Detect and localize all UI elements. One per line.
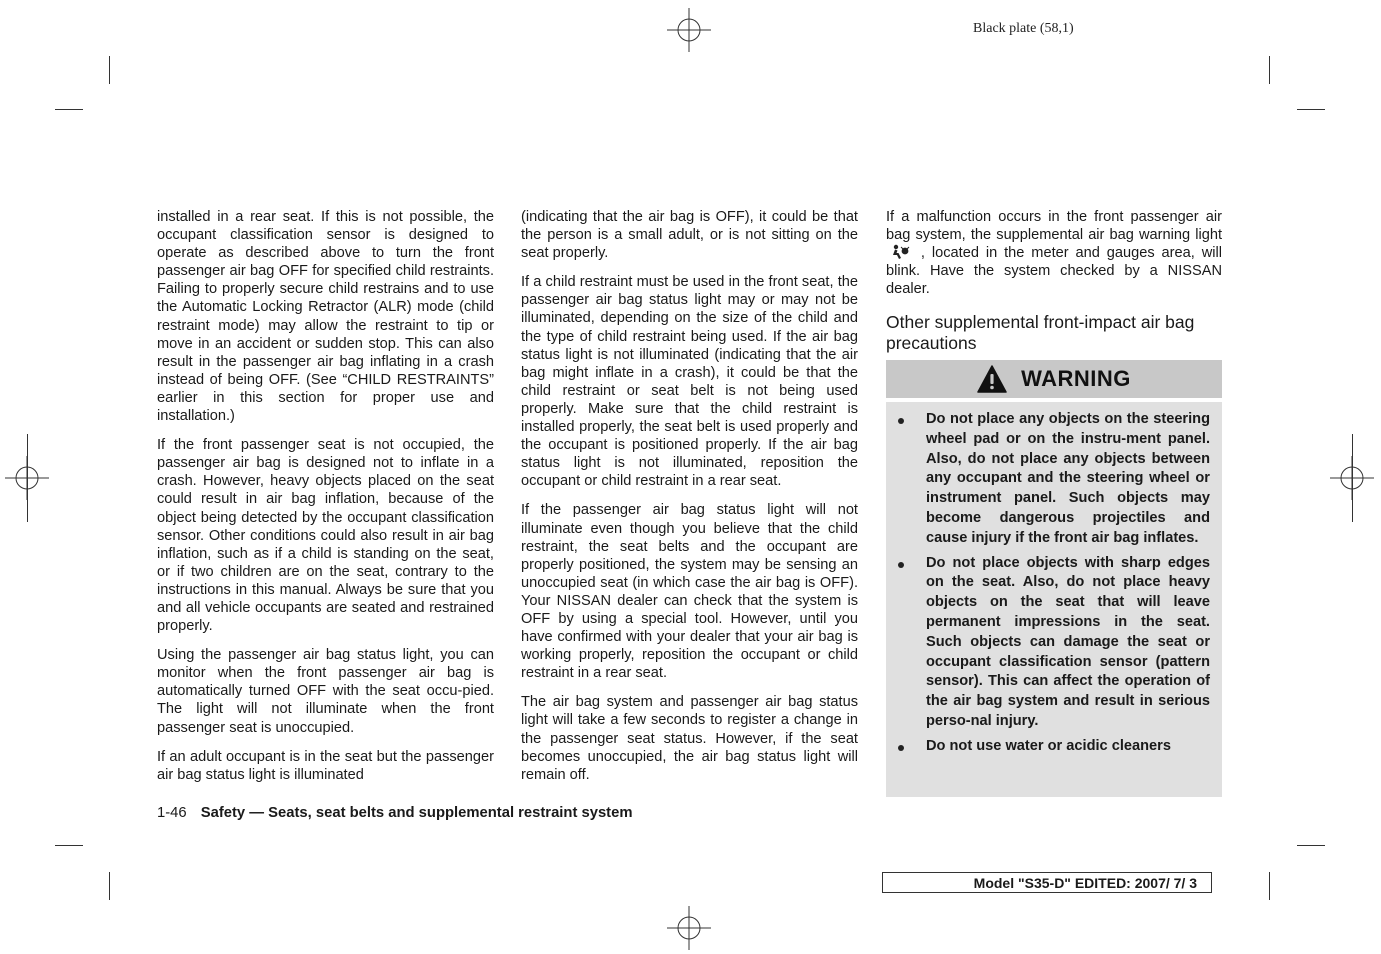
model-info-box — [882, 872, 1212, 893]
crop-mark — [1269, 56, 1270, 84]
warning-item-text: Do not use water or acidic cleaners — [926, 737, 1171, 754]
warning-list — [886, 402, 1222, 757]
model-info-text: Model "S35-D" EDITED: 2007/ 7/ 3 — [973, 875, 1197, 891]
bullet-icon — [898, 418, 904, 424]
registration-mark-bottom — [667, 906, 711, 950]
warning-box — [886, 402, 1222, 797]
warning-item — [886, 554, 1210, 732]
intro-text-continued: , located in the meter and gauges area, will blink. Have the system checked by a NISSAN dealer. — [886, 245, 1222, 298]
paragraph: Using the passenger air bag status light, you can monitor when the front passenger air bag is automatically turned OFF with the seat occu-pied. The light will not illuminate when the front passenger seat is unoccupied. — [157, 647, 494, 736]
section-title: Safety — Seats, seat belts and supplemental restraint system — [200, 805, 633, 821]
crop-mark — [55, 109, 83, 110]
warning-item-text: Do not place any objects on the steering wheel pad or on the instru-ment panel. Also, do not place any objects between any occupant and the steering wheel or instrument panel. Such objects may become dangerous projectiles and cause injury if the front air bag inflates. — [926, 411, 1210, 546]
warning-triangle-icon — [977, 365, 1007, 393]
bullet-icon — [898, 562, 904, 568]
crop-mark — [27, 434, 28, 522]
paragraph: If an adult occupant is in the seat but the passenger air bag status light is illuminated — [157, 748, 494, 783]
airbag-warning-icon — [886, 244, 914, 260]
warning-item — [886, 410, 1210, 549]
crop-mark — [109, 56, 110, 84]
paragraph: The air bag system and passenger air bag status light will take a few seconds to register a change in the passenger seat status. However, if the seat becomes unoccupied, the air bag status light will remain off. — [521, 694, 858, 783]
column-2 — [521, 208, 858, 795]
page-footer — [157, 805, 633, 821]
section-subheading: Other supplemental front-impact air bag precautions — [886, 312, 1195, 354]
crop-mark — [1297, 109, 1325, 110]
column-1 — [157, 208, 494, 795]
warning-label: WARNING — [1021, 366, 1131, 391]
crop-mark — [1297, 845, 1325, 846]
paragraph: (indicating that the air bag is OFF), it could be that the person is a small adult, or is not sitting on the seat properly. — [521, 209, 858, 262]
plate-label: Black plate (58,1) — [973, 21, 1074, 36]
crop-mark — [1352, 434, 1353, 522]
paragraph: If a child restraint must be used in the front seat, the passenger air bag status light may or may not be illuminated, depending on the size of the child and the type of child restraint being used. If the air bag status light is not illuminated (indicating that the air bag might inflate in a crash), it could be that the child restraint or seat belt is not being used properly. Make sure that the child restraint is installed properly, the seat belt is used properly and the occupant is positioned properly. If the air bag status light is not illuminated, reposition the occupant or child restraint in a rear seat. — [521, 274, 858, 490]
page-number: 1-46 — [157, 805, 187, 821]
crop-mark — [1269, 872, 1270, 900]
crop-mark — [109, 872, 110, 900]
intro-text: If a malfunction occurs in the front passenger air bag system, the supplemental air bag warning light — [886, 209, 1222, 244]
warning-header — [886, 360, 1222, 398]
warning-item — [886, 737, 1210, 757]
paragraph: If the front passenger seat is not occupied, the passenger air bag is designed not to inflate in a crash. However, heavy objects placed on the seat could result in air bag inflation, because of the object being detected by the occupant classification sensor. Other conditions could also result in air bag inflation, such as if a child is standing on the seat, or if two children are on the seat, contrary to the instructions in this manual. Always be sure that you and all vehicle occupants are seated and restrained properly. — [157, 437, 494, 635]
crop-mark — [55, 845, 83, 846]
paragraph: installed in a rear seat. If this is not possible, the occupant classification sensor is designed to operate as described above to turn the front passenger air bag OFF for specified child restraints. Failing to properly secure child restrains and to use the Automatic Locking Retractor (ALR) mode (child restraint mode) may allow the restraint to tip or move in an accident or sudden stop. This can also result in the passenger air bag inflating in a crash instead of being OFF. (See “CHILD RESTRAINTS” earlier in this section for proper use and installation.) — [157, 209, 494, 425]
column-3 — [886, 208, 1222, 363]
bullet-icon — [898, 745, 904, 751]
paragraph: If the passenger air bag status light will not illuminate even though you believe that the child restraint, the seat belts and the occupant are properly positioned, the system may be sensing an unoccupied seat (in which case the air bag is OFF). Your NISSAN dealer can check that the system is OFF by using a special tool. However, until you have confirmed with your dealer that your air bag is working properly, reposition the occupant or child restraint in a rear seat. — [521, 502, 858, 682]
paragraph — [886, 208, 1222, 298]
warning-item-text: Do not place objects with sharp edges on the seat. Also, do not place heavy objects on the seat that will leave permanent impressions in the seat. Such objects can damage the seat or occupant classification sensor (pattern sensor). This can affect the operation of the air bag system and result in serious perso-nal injury. — [926, 554, 1210, 729]
registration-mark-top — [667, 8, 711, 52]
